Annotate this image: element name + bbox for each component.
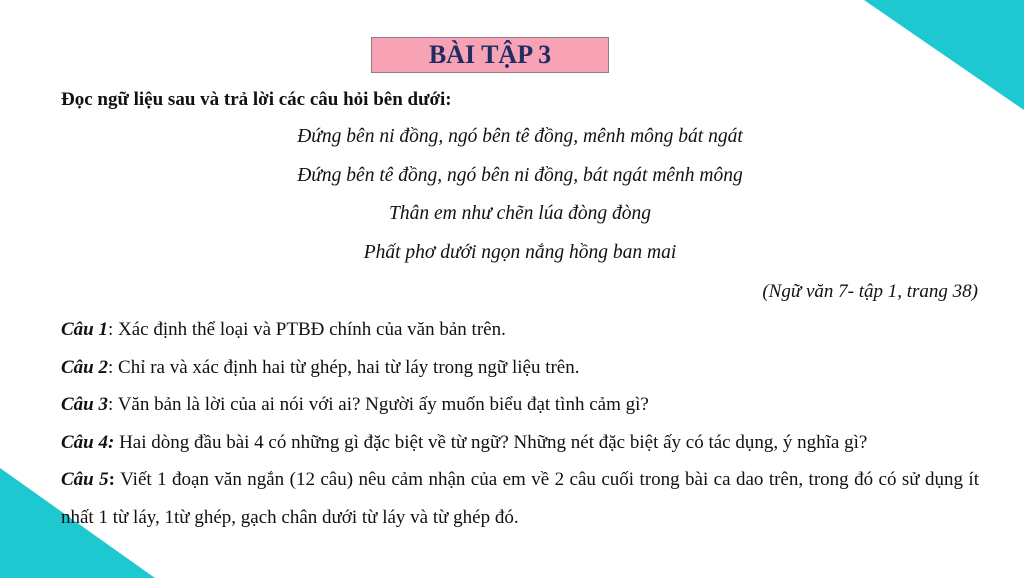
poem-line: Thân em như chẽn lúa đòng đòng [389,203,651,224]
question-separator: : [108,356,114,378]
instruction-text: Đọc ngữ liệu sau và trả lời các câu hỏi bên dưới: [61,89,452,110]
question-text: Hai dòng đầu bài 4 có những gì đặc biệt về từ ngữ? Những nét đặc biệt ấy có tác dụng, ý nghĩa gì? [114,431,868,453]
poem-line: Phất phơ dưới ngọn nắng hồng ban mai [363,241,677,263]
question-5 [61,461,979,537]
question-label: Câu 2 [61,356,108,378]
question-text: Văn bản là lời của ai nói với ai? Người ấy muốn biểu đạt tình cảm gì? [113,394,649,415]
question-separator: : [108,469,115,490]
question-label: Câu 1 [61,319,108,340]
question-separator: : [108,394,114,415]
question-3 [61,393,979,417]
question-label: Câu 4: [61,431,115,453]
top-right-teal-triangle [864,0,1024,110]
source-citation: (Ngữ văn 7- tập 1, trang 38) [762,281,978,302]
poem-line: Đứng bên ni đồng, ngó bên tê đồng, mênh mông bát ngát [297,126,743,147]
question-1 [61,318,979,342]
question-separator: : [108,319,114,340]
question-4 [61,431,979,455]
question-text: Xác định thể loại và PTBĐ chính của văn bản trên. [113,319,506,340]
poem-line: Đứng bên tê đồng, ngó bên ni đồng, bát ngát mênh mông [297,164,743,186]
question-text: Chỉ ra và xác định hai từ ghép, hai từ láy trong ngữ liệu trên. [113,356,580,378]
question-list [61,318,979,551]
question-label: Câu 5 [61,469,109,490]
page-title: BÀI TẬP 3 [371,37,609,73]
question-2 [61,356,979,380]
question-text: Viết 1 đoạn văn ngắn (12 câu) nêu cảm nhận của em về 2 câu cuối trong bài ca dao trên, trong đó có sử dụng ít nhất 1 từ láy, 1từ ghép, gạch chân dưới từ láy và từ ghép đó. [61,469,979,528]
poem-block [0,124,1024,278]
question-label: Câu 3 [61,394,108,415]
